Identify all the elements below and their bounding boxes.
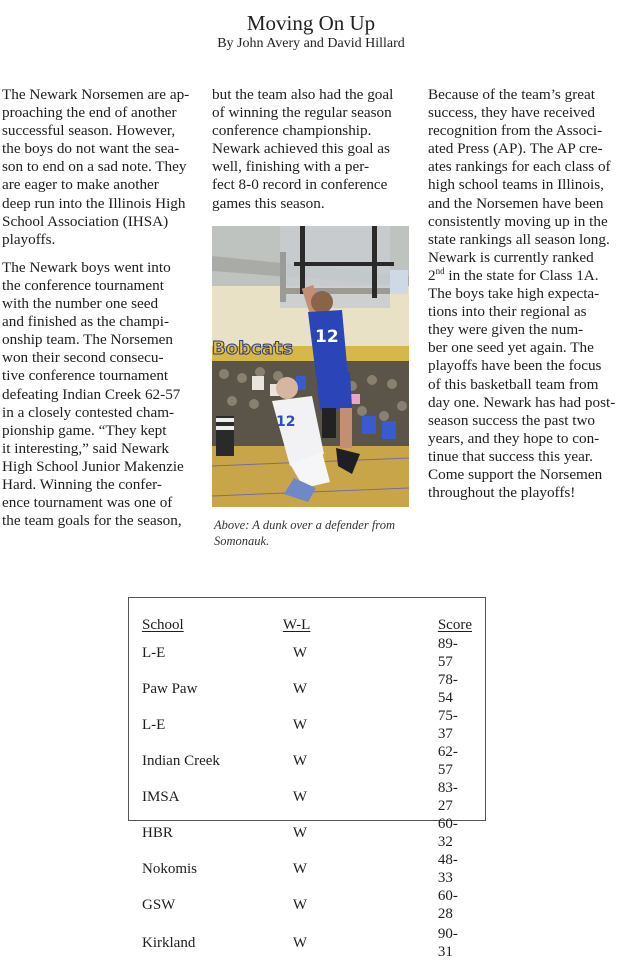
text-line: ence tournament was one of — [2, 494, 173, 512]
text-line: Because of the team’s great — [428, 86, 595, 103]
text-line: of this basketball team from — [428, 375, 599, 393]
results-row — [142, 707, 472, 743]
school-cell: Indian Creek — [142, 752, 220, 769]
text-line: conference championship. — [212, 122, 372, 140]
score-cell: 78-54 — [437, 671, 458, 706]
text-line: High School Junior Makenzie — [2, 457, 184, 475]
article-title: Moving On Up — [246, 11, 376, 35]
photo-caption: Above: A dunk over a defender from Somonauk. — [214, 518, 395, 548]
text-line: tions into their regional as — [428, 303, 587, 321]
text-line: well, finishing with a per- — [212, 158, 370, 176]
header-score: Score — [437, 617, 472, 634]
results-row — [142, 671, 472, 707]
results-row — [142, 779, 472, 815]
text-line: deep run into the Illinois High — [2, 194, 186, 212]
school-cell: L-E — [142, 716, 166, 733]
school-cell: L-E — [142, 644, 166, 661]
text-line: The Newark boys went into — [2, 258, 171, 276]
wl-cell: W — [292, 860, 308, 877]
text-line: Come support the Norsemen — [428, 465, 603, 483]
results-table — [142, 616, 472, 961]
text-line: with the number one seed — [2, 295, 159, 313]
text-line: tinue that success this year. — [428, 447, 593, 465]
text-line: onship team. The Norsemen — [2, 331, 173, 349]
season-results-box — [128, 597, 486, 960]
wl-cell: W — [292, 788, 308, 805]
text-line: son to end on a sad note. They — [2, 158, 187, 176]
article-byline: By John Avery and David Hillard — [217, 36, 405, 51]
results-row — [142, 743, 472, 779]
wl-cell: W — [292, 896, 308, 913]
text-line: The boys take high expecta- — [428, 285, 600, 303]
text-line: high school teams in Illinois, — [428, 176, 604, 194]
score-cell: 75-37 — [437, 707, 458, 742]
wl-cell: W — [292, 752, 308, 769]
text-line: season success the past two — [428, 411, 596, 429]
results-row — [142, 923, 472, 961]
text-line: won their second consecu- — [2, 349, 164, 367]
bobcats-banner: Bobcats — [212, 338, 294, 359]
text-line: consistently moving up in the — [428, 212, 608, 230]
rank-suffix: nd — [435, 265, 445, 276]
article-column-3 — [428, 86, 622, 502]
text-line: pionship game. “They kept — [2, 421, 167, 439]
text-line: playoffs. — [2, 230, 56, 248]
text-line: the team goals for the season, — [2, 512, 182, 530]
score-cell: 60-32 — [437, 815, 458, 850]
text-line: ber one seed yet again. The — [428, 339, 594, 357]
wl-cell: W — [292, 934, 308, 951]
text-line: state rankings all season long. — [428, 230, 610, 248]
svg-text:12: 12 — [276, 414, 296, 430]
rank-number: 2 — [428, 266, 436, 284]
text-line: the conference tournament — [2, 276, 164, 294]
text-line: but the team also had the goal — [212, 86, 394, 103]
results-header-row — [142, 616, 472, 635]
results-row — [142, 815, 472, 851]
text-line: years, and they hope to con- — [428, 429, 600, 447]
text-line: it interesting,” said Newark — [2, 439, 170, 457]
text-line: are eager to make another — [2, 176, 159, 194]
header-school: School — [142, 617, 184, 634]
ranking-line — [428, 267, 622, 285]
results-row — [142, 851, 472, 887]
photo-illustration — [212, 226, 409, 507]
text-line: and the Norsemen have been — [428, 194, 604, 212]
school-cell: GSW — [142, 896, 176, 913]
text-line: Newark achieved this goal as — [212, 140, 390, 158]
score-cell: 62-57 — [437, 743, 458, 778]
paragraph — [428, 86, 622, 267]
text-line: The Newark Norsemen are ap- — [2, 86, 190, 103]
results-row — [142, 635, 472, 671]
score-cell: 90-31 — [437, 925, 458, 960]
text-line: ates rankings for each class of — [428, 158, 611, 176]
text-line: proaching the end of another — [2, 104, 177, 122]
text-line: throughout the playoffs! — [428, 484, 576, 502]
paragraph — [212, 86, 417, 213]
paragraph — [428, 285, 622, 502]
text-line: success, they have received — [428, 104, 595, 122]
jersey-number: 12 — [315, 327, 339, 347]
text-line: ated Press (AP). The AP cre- — [428, 140, 603, 158]
text-line: of winning the regular season — [212, 104, 392, 122]
wl-cell: W — [292, 644, 308, 661]
article-column-2 — [212, 86, 417, 213]
rank-text: in the state for Class 1A. — [444, 266, 599, 284]
text-line: games this season. — [212, 194, 325, 212]
score-cell: 83-27 — [437, 779, 458, 814]
text-line: Newark is currently ranked — [428, 248, 594, 266]
school-cell: HBR — [142, 824, 173, 841]
header-wl: W-L — [282, 617, 311, 634]
wl-cell: W — [292, 824, 308, 841]
basketball-dunk-photo — [212, 226, 409, 507]
text-line: day one. Newark has had post- — [428, 393, 616, 411]
paragraph — [2, 259, 212, 530]
text-line: tive conference tournament — [2, 367, 169, 385]
text-line: in a closely contested cham- — [2, 403, 175, 421]
text-line: School Association (IHSA) — [2, 212, 169, 230]
school-cell: Nokomis — [142, 860, 198, 877]
school-cell: IMSA — [142, 788, 180, 805]
score-cell: 60-28 — [437, 887, 458, 922]
text-line: the boys do not want the sea- — [2, 140, 180, 158]
text-line: playoffs have been the focus — [428, 357, 602, 375]
results-row — [142, 887, 472, 923]
score-cell: 89-57 — [437, 635, 458, 670]
article-column-1 — [2, 86, 212, 530]
text-line: successful season. However, — [2, 122, 176, 140]
text-line: recognition from the Associ- — [428, 122, 603, 140]
wl-cell: W — [292, 716, 308, 733]
school-cell: Kirkland — [142, 934, 196, 951]
text-line: fect 8-0 record in conference — [212, 176, 388, 194]
wl-cell: W — [292, 680, 308, 697]
text-line: Hard. Winning the confer- — [2, 475, 162, 493]
score-cell: 48-33 — [437, 851, 458, 886]
text-line: and finished as the champi- — [2, 313, 170, 331]
text-line: defeating Indian Creek 62-57 — [2, 385, 181, 403]
text-line: they were given the num- — [428, 321, 584, 339]
paragraph — [2, 86, 212, 249]
school-cell: Paw Paw — [142, 680, 198, 697]
